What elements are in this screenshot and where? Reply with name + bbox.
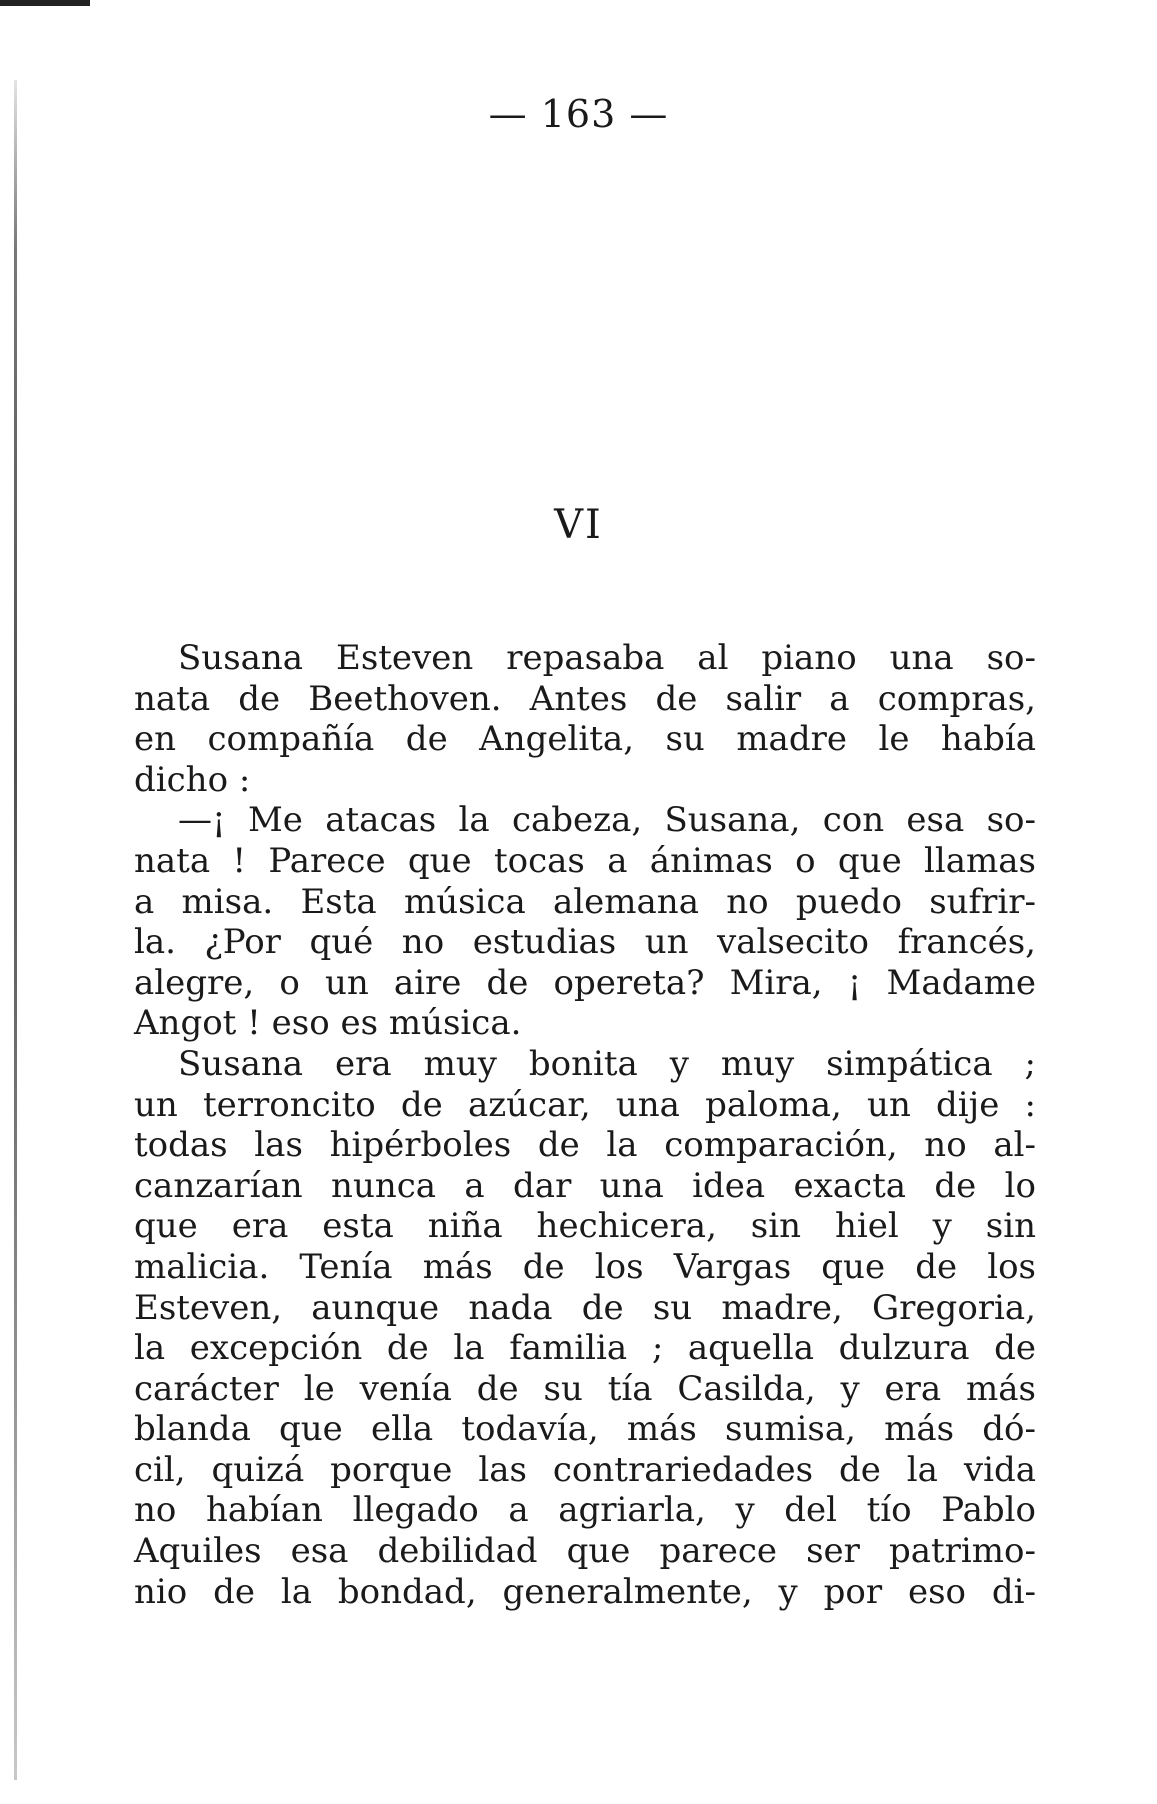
text-line: Angot ! eso es música. xyxy=(134,1003,522,1044)
text-line: en compañía de Angelita, su madre le había xyxy=(134,719,1036,760)
text-line: —¡ Me atacas la cabeza, Susana, con esa so- xyxy=(178,800,1036,841)
text-line: la. ¿Por qué no estudias un valsecito francés, xyxy=(134,922,1036,963)
page-number: — 163 — xyxy=(488,92,669,136)
text-line: la excepción de la familia ; aquella dulzura de xyxy=(134,1328,1036,1369)
text-line: blanda que ella todavía, más sumisa, más dó- xyxy=(134,1409,1036,1450)
text-line: malicia. Tenía más de los Vargas que de los xyxy=(134,1246,1036,1287)
text-line: canzarían nunca a dar una idea exacta de lo xyxy=(134,1165,1036,1206)
text-line: dicho : xyxy=(134,759,251,800)
text-line: Aquiles esa debilidad que parece ser patrimo- xyxy=(134,1531,1036,1572)
text-line: alegre, o un aire de opereta? Mira, ¡ Madame xyxy=(134,962,1036,1003)
text-line: nata de Beethoven. Antes de salir a compras, xyxy=(134,678,1036,719)
text-line: no habían llegado a agriarla, y del tío Pablo xyxy=(134,1490,1036,1531)
body-text xyxy=(134,638,1036,1612)
text-line: nio de la bondad, generalmente, y por eso di- xyxy=(134,1571,1036,1612)
text-line: a misa. Esta música alemana no puedo sufrir- xyxy=(134,881,1036,922)
text-line: Susana era muy bonita y muy simpática ; xyxy=(178,1043,1036,1084)
text-line: cil, quizá porque las contrariedades de la vida xyxy=(134,1449,1036,1490)
text-line: nata ! Parece que tocas a ánimas o que llamas xyxy=(134,840,1036,881)
text-line: que era esta niña hechicera, sin hiel y sin xyxy=(134,1206,1036,1247)
text-line: todas las hipérboles de la comparación, no al- xyxy=(134,1125,1036,1166)
text-line: Susana Esteven repasaba al piano una so- xyxy=(178,638,1036,678)
text-line: carácter le venía de su tía Casilda, y era más xyxy=(134,1368,1036,1409)
text-line: un terroncito de azúcar, una paloma, un dije : xyxy=(134,1084,1036,1125)
binding-edge-shadow xyxy=(14,80,17,1780)
text-line: Esteven, aunque nada de su madre, Gregoria, xyxy=(134,1287,1036,1328)
chapter-heading: VI xyxy=(554,502,603,548)
scan-corner-mark xyxy=(0,0,90,6)
